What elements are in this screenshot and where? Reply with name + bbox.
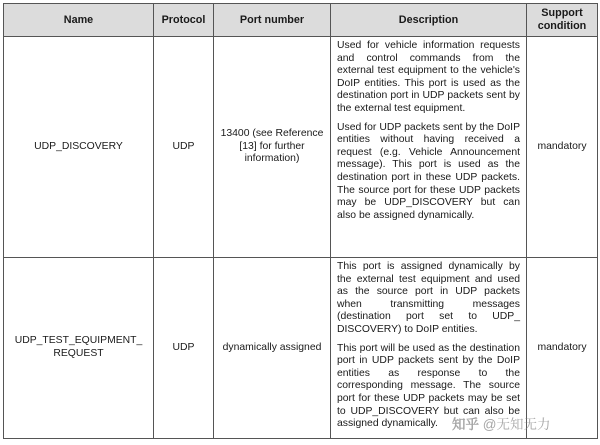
- cell-name: UDP_TEST_EQUIPMENT_ REQUEST: [4, 258, 154, 439]
- table-header-row: [4, 4, 598, 37]
- description-paragraph: Used for UDP packets sent by the DoIP entities without having received a request (e.g. Vehicle Announcement message). This port is used as the destination port in these UDP packets. The source port for these UDP packets may be UDP_DISCOVERY but can also be assigned dynamically.: [337, 121, 520, 221]
- header-port-number: Port number: [214, 4, 331, 37]
- table-row: [4, 37, 598, 258]
- watermark-logo: 知乎: [452, 417, 479, 432]
- cell-support-condition: mandatory: [527, 258, 598, 439]
- cell-name: UDP_DISCOVERY: [4, 37, 154, 258]
- watermark-handle: @无知无力: [482, 417, 551, 432]
- header-protocol: Protocol: [154, 4, 214, 37]
- description-paragraph: This port is assigned dynamically by the external test equipment and used as the source port in UDP packets when transmitting messages (destination port set to UDP_ DISCOVERY) to DoIP entities.: [337, 261, 520, 335]
- cell-support-condition: mandatory: [527, 37, 598, 258]
- header-name: Name: [4, 4, 154, 37]
- cell-protocol: UDP: [154, 258, 214, 439]
- description-paragraph: Used for vehicle information requests and control commands from the external test equipment to the vehicle's DoIP entities. This port is used as the destination port in UDP packets sent by the external test equipment.: [337, 40, 520, 114]
- cell-description: [331, 37, 527, 258]
- header-description: Description: [331, 4, 527, 37]
- cell-port-number: 13400 (see Reference [13] for further information): [214, 37, 331, 258]
- cell-protocol: UDP: [154, 37, 214, 258]
- header-support-condition: Support condition: [527, 4, 598, 37]
- cell-description: [331, 258, 527, 439]
- description-paragraph: This port will be used as the destination port in UDP packets sent by the DoIP entities as response to the corresponding message. The source port for these UDP packets may be set to UDP_DISCOVERY but can also be assigned dynamically.: [337, 342, 520, 430]
- port-table: [3, 3, 598, 439]
- table-row: [4, 258, 598, 439]
- cell-port-number: dynamically assigned: [214, 258, 331, 439]
